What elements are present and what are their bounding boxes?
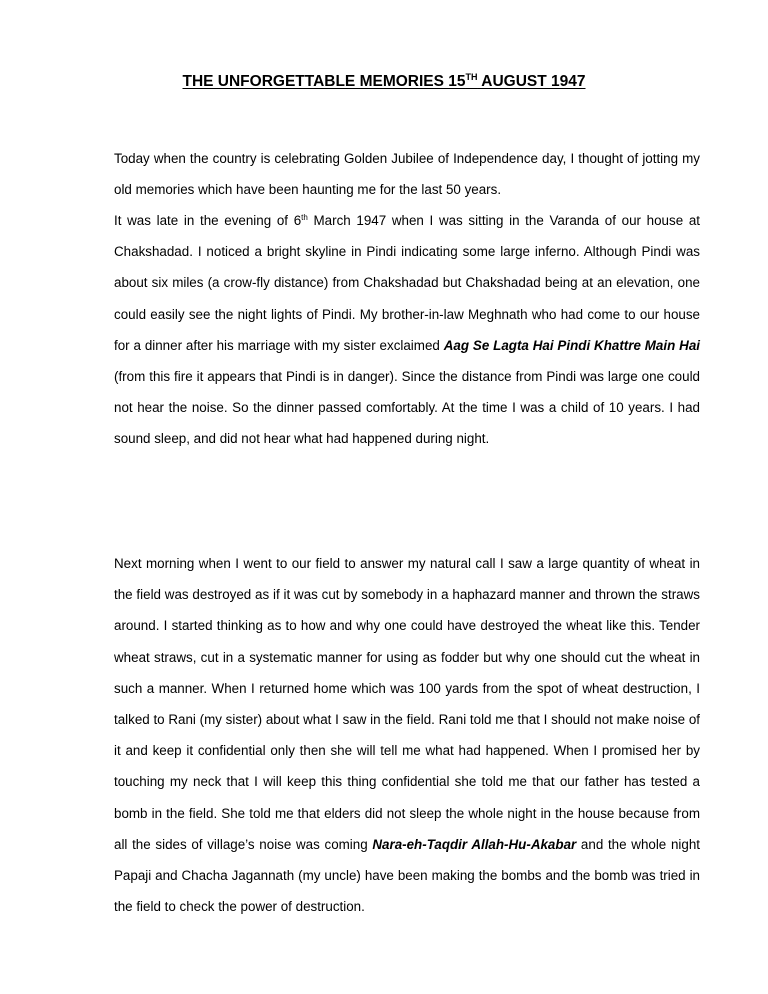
paragraph-2-superscript: th [301,213,308,222]
paragraph-2-part-2: March 1947 when I was sitting in the Varanda of our house at Chakshadad. I noticed a bright skyline in Pindi indicating some large inferno. Although Pindi was about six miles (a crow-fly distance) from Chakshadad but Chakshadad being at an elevation, one could easily see the night lights of Pindi. My brother-in-law Meghnath who had come to our house for a dinner after his marriage with my sister exclaimed [114,213,700,353]
title-superscript: TH [465,72,478,82]
paragraph-3-part-2: and the whole night Papaji and Chacha Jagannath (my uncle) have been making the bombs and the bomb was tried in the field to check the power of destruction. [114,836,700,915]
page-title [0,73,768,91]
paragraph-3-part-1: Next morning when I went to our field to answer my natural call I saw a large quantity of wheat in the field was destroyed as if it was cut by somebody in a haphazard manner and thrown the straws around. I started thinking as to how and why one could have destroyed the wheat like this. Tender wheat straws, cut in a systematic manner for using as fodder but why one should cut the wheat in such a manner. When I returned home which was 100 yards from the spot of wheat destruction, I talked to Rani (my sister) about what I saw in the field. Rani told me that I should not make noise of it and keep it confidential only then she will tell me what had happened. When I promised her by touching my neck that I will keep this thing confidential she told me that our father has tested a bomb in the field. She told me that elders did not sleep the whole night in the house because from all the sides of village’s noise was coming [114,556,700,852]
paragraph-3-emphasis: Nara-eh-Taqdir Allah-Hu-Akabar [372,836,577,852]
paragraph-3-text [114,548,700,922]
title-underlined [182,73,585,90]
paragraph-2-part-1: It was late in the evening of 6 [114,213,302,228]
paragraph-2-text [114,205,700,455]
paragraph-3 [114,548,700,922]
title-text-main: THE UNFORGETTABLE MEMORIES 15 [182,73,466,90]
paragraph-2 [114,205,700,455]
paragraph-1-text: Today when the country is celebrating Golden Jubilee of Independence day, I thought of jotting my old memories which have been haunting me for the last 50 years. [114,151,700,198]
paragraph-2-emphasis: Aag Se Lagta Hai Pindi Khattre Main Hai [443,337,700,353]
paragraph-2-part-3: (from this fire it appears that Pindi is in danger). Since the distance from Pindi was large one could not hear the noise. So the dinner passed comfortably. At the time I was a child of 10 years. I had sound sleep, and did not hear what had happened during night. [114,369,700,447]
title-text-end: AUGUST 1947 [477,73,586,90]
paragraph-1 [114,143,700,205]
